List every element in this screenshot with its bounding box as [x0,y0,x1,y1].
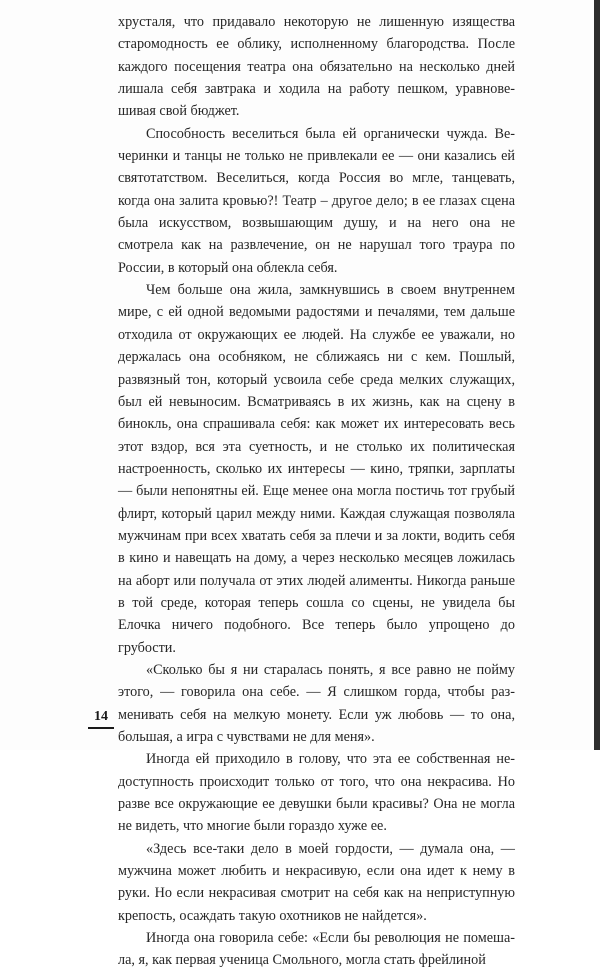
paragraph-3: Чем больше она жила, замкнувшись в своем внутреннем мире, с ей одной ведомыми радостями и печалями, тем дальше отходила от окружающих ее людей. На службе ее уважали, но держалась она особняком, не сближаясь ни с кем. Пошлый, развязный тон, который усвоила себе среда мелких служащих, был ей невыносим. Всматриваясь в их жизнь, как на сцену в бинокль, она спрашивала себя: как может их интересовать весь этот вздор, вся эта суетность, и не столько их политическая настроенность, сколько их интересы — кино, тряпки, зарплаты — были непонятны ей. Еще менее она могла постичь тот грубый флирт, который царил между ними. Каждая служащая позволяла мужчинам при всех хватать себя за плечи и за локти, водить себя в кино и навещать на дому, а через несколько месяцев ложилась на аборт или получала от этих людей алименты. Никогда раньше в той среде, которая теперь сошла со сцены, не увидела бы Елочка ничего подобного. Все теперь было упрощено до грубости. [118,282,515,656]
paragraph-5: Иногда ей приходило в голову, что эта ее собственная недоступность происходит только от того, что она некрасива. Но разве все окружающие ее девушки были красивы? Она не могла не видеть, что многие были гораздо хуже ее. [118,751,515,835]
paragraph-6: «Здесь все-таки дело в моей гордости, — думала она, — мужчина может любить и некрасивую, если она идет к нему в руки. Но если некрасивая смотрит на себя как на неприступную крепость, осаждать такую охотников не найдется». [118,840,515,924]
paragraph-4: «Сколько бы я ни старалась понять, я все равно не пойму этого, — говорила она себе. — Я слишком горда, чтобы разменивать себя на мелкую монету. Если уж любовь — то она, большая, а игра с чувствами не для меня». [118,661,515,745]
page-number: 14 [94,709,108,724]
body-text [118,11,515,972]
paragraph-7: Иногда она говорила себе: «Если бы революция не помешала, я, как первая ученица Смольного, могла стать фрейлиной [118,930,515,969]
paragraph-1: хрусталя, что придавало некоторую не лишенную изящества старомодность ее облику, исполненному благородства. После каждого посещения театра она обязательно на несколько дней лишала себя завтрака и ходила на работу пешком, уравновешивая свой бюджет. [118,14,515,120]
page-edge-shadow [594,0,600,750]
paragraph-2: Способность веселиться была ей органически чужда. Вечеринки и танцы не только не привлекали ее — они казались ей святотатством. Веселиться, когда Россия во мгле, танцевать, когда она залита кровью?! Театр – другое дело; в ее глазах сцена была искусством, возвышающим душу, и на него она не смотрела как на развлечение, он не нарушал того траура по России, в который она облекла себя. [118,125,515,276]
page-number-underline [88,727,114,729]
